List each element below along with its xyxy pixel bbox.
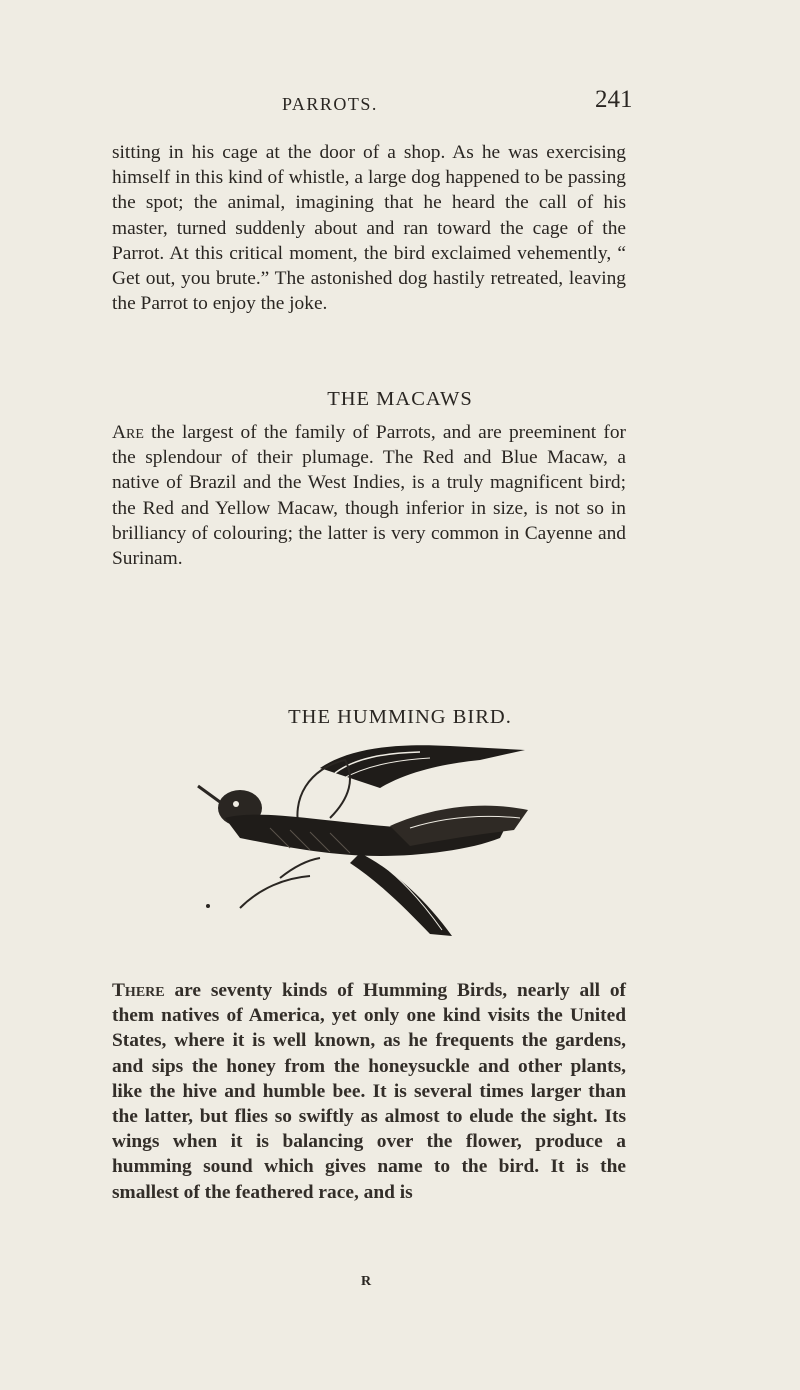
hummingbird-engraving-icon (180, 738, 600, 958)
signature-mark: R (361, 1274, 372, 1289)
lead-word-humming: There (112, 980, 165, 1001)
text-humming: are seventy kinds of Humming Birds, nearly all of them natives of America, yet only one kind visits the United States, where it is well known, as he frequents the gardens, and sips the honey from the honeysuckle and other plants, like the hive and humble bee. It is several times larger than the latter, but flies so swiftly as almost to elude the sight. Its wings when it is balancing over the flower, produce a humming sound which gives name to the bird. It is the smallest of the feathered race, and is (112, 980, 626, 1203)
text-macaws: the largest of the family of Parrots, and are preeminent for the splendour of their plumage. The Red and Blue Macaw, a native of Brazil and the West Indies, is a truly magnificent bird; the Red and Yellow Macaw, though inferior in size, is not so in brilliancy of colouring; the latter is very common in Cayenne and Surinam. (112, 422, 626, 570)
lead-word-macaws: Are (112, 422, 144, 443)
paragraph-humming-bird (112, 978, 626, 1205)
heading-humming-bird: THE HUMMING BIRD. (288, 706, 512, 728)
page-number: 241 (595, 86, 633, 113)
paragraph-parrot-story: sitting in his cage at the door of a shop. As he was exercising himself in this kind of whistle, a large dog happened to be passing the spot; the animal, imagining that he heard the call of his master, turned suddenly about and ran toward the cage of the Parrot. At this critical moment, the bird exclaimed vehemently, “ Get out, you brute.” The astonished dog hastily retreated, leaving the Parrot to enjoy the joke. (112, 142, 626, 315)
paragraph-macaws (112, 420, 626, 571)
page-header (0, 86, 800, 126)
running-head: PARROTS. (282, 94, 378, 114)
heading-macaws: THE MACAWS (327, 388, 473, 410)
